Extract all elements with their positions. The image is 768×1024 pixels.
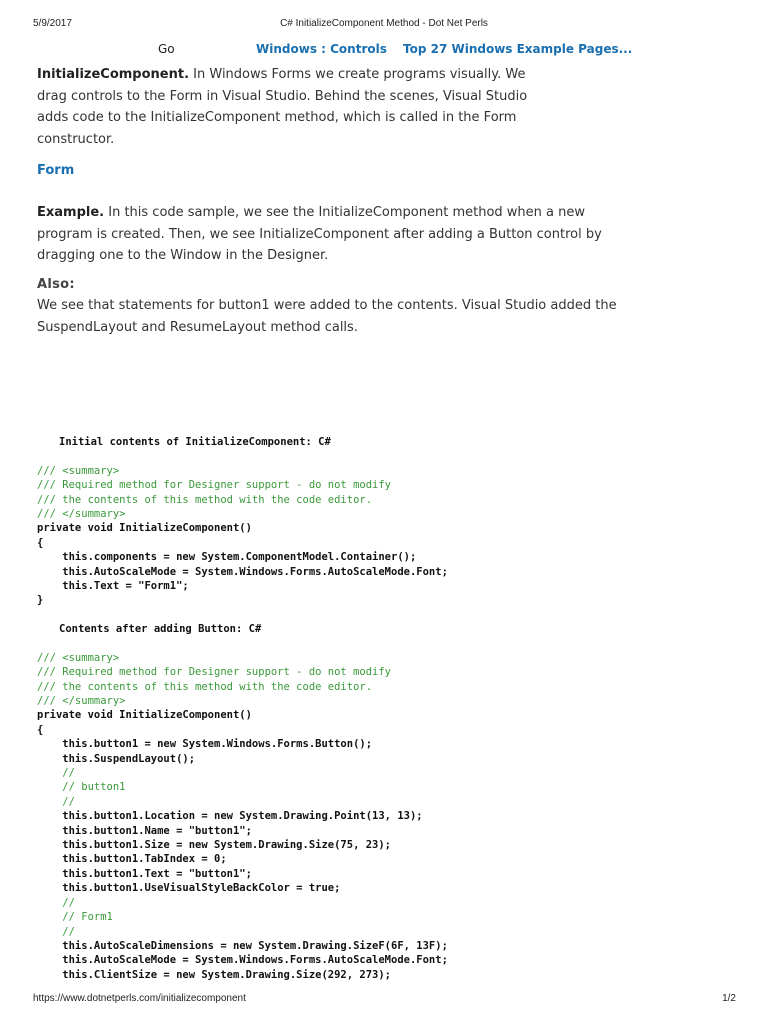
print-title: C# InitializeComponent Method - Dot Net Perls	[280, 18, 488, 29]
code-comment-line: /// the contents of this method with the code editor.	[37, 493, 373, 506]
go-label[interactable]: Go	[158, 42, 175, 56]
code-line: this.AutoScaleDimensions = new System.Drawing.SizeF(6F, 13F);	[37, 939, 448, 952]
example-text: In this code sample, we see the InitializeComponent method when a new program is created. Then, we see InitializeComponent after adding a Button control by dragging one to the Window in the Designer.	[37, 205, 602, 263]
code-comment-line: //	[37, 925, 75, 938]
nav-link-windows-controls[interactable]: Windows : Controls	[256, 42, 387, 56]
print-date: 5/9/2017	[33, 18, 72, 29]
code-line: this.AutoScaleMode = System.Windows.Forms.AutoScaleMode.Font;	[37, 954, 448, 967]
code-line: this.Text = "Form1";	[37, 580, 189, 593]
print-url: https://www.dotnetperls.com/initializecomponent	[33, 993, 246, 1004]
code-line: this.ClientSize = new System.Drawing.Size(292, 273);	[37, 968, 392, 981]
code-comment-line: /// <summary>	[37, 464, 120, 477]
also-label: Also:	[37, 276, 75, 292]
code-line: private void InitializeComponent()	[37, 522, 252, 535]
code-line: }	[37, 594, 44, 607]
nav-link-top-windows-pages[interactable]: Top 27 Windows Example Pages...	[403, 42, 633, 56]
code-comment-line: /// Required method for Designer support - do not modify	[37, 666, 392, 679]
code-block-after-button	[37, 622, 448, 982]
code-line: this.SuspendLayout();	[37, 752, 196, 765]
code-comment-line: //	[37, 767, 75, 780]
code-lines	[37, 651, 448, 982]
code-comment-line: /// Required method for Designer support - do not modify	[37, 479, 392, 492]
article-content	[37, 64, 637, 338]
form-link[interactable]: Form	[37, 163, 75, 178]
code-line: this.button1 = new System.Windows.Forms.Button();	[37, 738, 373, 751]
code-caption: Contents after adding Button: C#	[59, 623, 262, 635]
print-header	[0, 18, 768, 32]
print-footer	[0, 993, 768, 1007]
code-comment-line: //	[37, 896, 75, 909]
nav-bar	[0, 42, 768, 60]
page-number: 1/2	[722, 993, 736, 1004]
example-heading: Example.	[37, 205, 105, 220]
code-block-initial	[37, 435, 448, 608]
code-line: {	[37, 536, 44, 549]
code-line: this.button1.Name = "button1";	[37, 824, 252, 837]
code-comment-line: /// the contents of this method with the code editor.	[37, 680, 373, 693]
code-comment-line: /// </summary>	[37, 508, 126, 521]
code-caption: Initial contents of InitializeComponent: C#	[59, 436, 331, 448]
code-line: {	[37, 723, 44, 736]
intro-paragraph	[37, 64, 552, 150]
code-line: this.button1.Size = new System.Drawing.Size(75, 23);	[37, 839, 392, 852]
code-line: private void InitializeComponent()	[37, 709, 252, 722]
code-line: this.button1.Text = "button1";	[37, 867, 252, 880]
code-comment-line: // Form1	[37, 911, 113, 924]
code-line: this.button1.Location = new System.Drawing.Point(13, 13);	[37, 810, 423, 823]
code-line: this.button1.UseVisualStyleBackColor = true;	[37, 882, 341, 895]
intro-text: In Windows Forms we create programs visually. We drag controls to the Form in Visual Studio. Behind the scenes, Visual Studio adds code to the InitializeComponent method, which is called in the Form constructor.	[37, 67, 528, 147]
code-line: this.button1.TabIndex = 0;	[37, 853, 227, 866]
also-text: We see that statements for button1 were added to the contents. Visual Studio added the SuspendLayout and ResumeLayout method calls.	[37, 298, 617, 335]
code-comment-line: // button1	[37, 781, 126, 794]
code-comment-line: //	[37, 795, 75, 808]
code-line: this.components = new System.ComponentModel.Container();	[37, 551, 417, 564]
intro-heading: InitializeComponent.	[37, 67, 190, 82]
code-line: this.AutoScaleMode = System.Windows.Forms.AutoScaleMode.Font;	[37, 565, 448, 578]
example-paragraph	[37, 202, 632, 267]
code-comment-line: /// <summary>	[37, 651, 120, 664]
code-comment-line: /// </summary>	[37, 695, 126, 708]
code-lines	[37, 464, 448, 608]
